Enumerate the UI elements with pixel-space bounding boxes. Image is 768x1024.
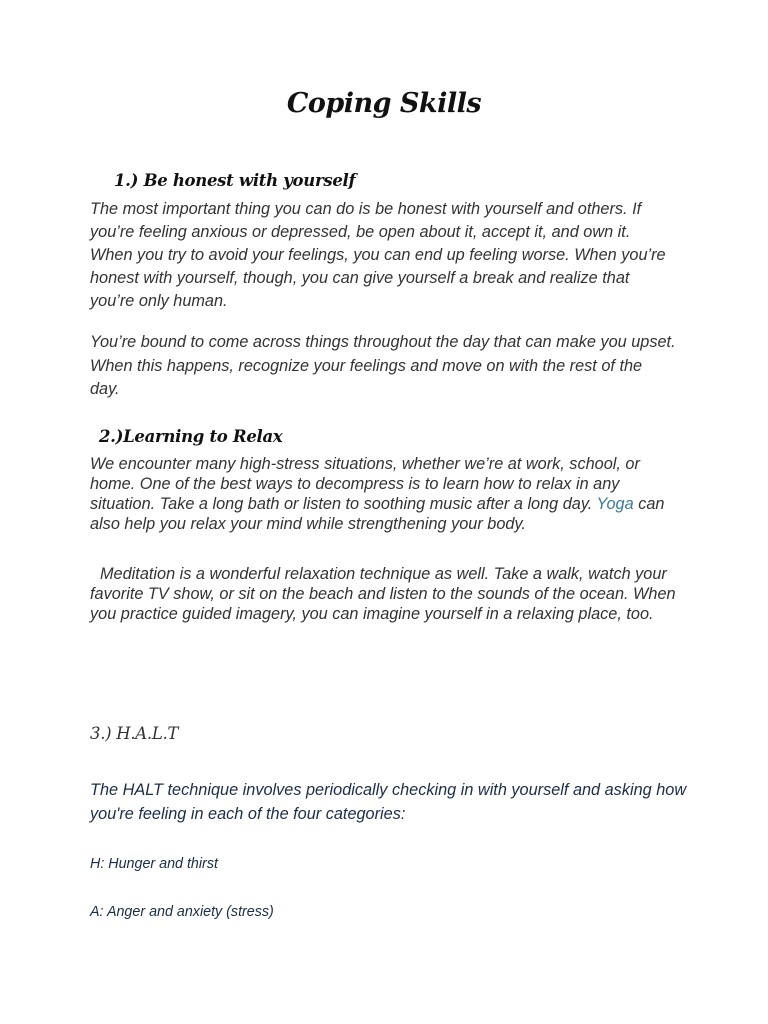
section-heading-learning-to-relax: 2.)Learning to Relax xyxy=(99,427,283,446)
section-heading-be-honest: 1.) Be honest with yourself xyxy=(114,171,356,190)
section-2-text-before-link: We encounter many high-stress situations, whether we’re at work, school, or home. One of the best ways to decompress is to learn how to relax in any situation. Take a long bath or listen to soothing music after a long day. xyxy=(90,455,640,513)
halt-item-anger: A: Anger and anxiety (stress) xyxy=(90,904,274,920)
section-2-paragraph-2-text: Meditation is a wonderful relaxation technique as well. Take a walk, watch your favorite TV show, or sit on the beach and listen to the sounds of the ocean. When you practice guided imagery, you can imagine yourself in a relaxing place, too. xyxy=(90,565,676,623)
section-heading-halt: 3.) H.A.L.T xyxy=(90,724,179,743)
section-1-paragraph-1: The most important thing you can do is be honest with yourself and others. If you’re feeling anxious or depressed, be open about it, accept it, and own it. When you try to avoid your feelings, you can end up feeling worse. When you’re honest with yourself, though, you can give yourself a break and realize that you’re only human. xyxy=(90,200,666,311)
halt-item-hunger: H: Hunger and thirst xyxy=(90,856,218,872)
section-2-paragraph-1 xyxy=(90,454,676,534)
halt-intro: The HALT technique involves periodically checking in with yourself and asking how you're feeling in each of the four categories: xyxy=(90,781,687,823)
page-title: Coping Skills xyxy=(286,88,482,119)
section-2-text-after-link: can also help you relax your mind while strengthening your body. xyxy=(90,495,665,533)
section-1-paragraph-2: You’re bound to come across things throughout the day that can make you upset. When this happens, recognize your feelings and move on with the rest of the day. xyxy=(90,333,676,398)
yoga-link[interactable]: Yoga xyxy=(596,495,634,513)
section-2-paragraph-2 xyxy=(90,564,676,624)
